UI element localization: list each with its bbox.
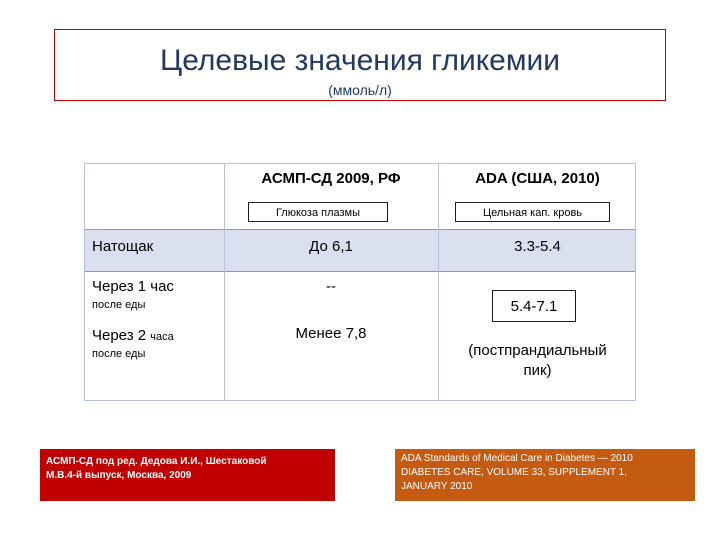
row-label-1h: Через 1 час (92, 278, 174, 295)
value-rf-2h: Менее 7,8 (295, 325, 367, 342)
title-box (54, 29, 666, 101)
reference-ada-line1: ADA Standards of Medical Care in Diabetes — 2010 (401, 453, 633, 464)
value-ada-postprandial: 5.4-7.1 (492, 290, 576, 322)
value-rf-fasting: До 6,1 (309, 238, 353, 255)
sample-type-capillary: Цельная кап. кровь (455, 202, 610, 222)
reference-rf-line2: М.В.4-й выпуск, Москва, 2009 (46, 470, 192, 481)
glycemia-table (84, 163, 636, 401)
reference-rf (40, 449, 335, 501)
value-ada-fasting: 3.3-5.4 (514, 238, 561, 255)
value-ada-note-line2: пик) (523, 362, 552, 379)
value-ada-note-line1: (постпрандиальный (468, 342, 607, 359)
row-sublabel-2h: после еды (92, 348, 146, 360)
reference-rf-line1: АСМП-СД под ред. Дедова И.И., Шестаковой (46, 456, 267, 467)
row-label-fasting: Натощак (92, 238, 154, 255)
reference-ada-line2: DIABETES CARE, VOLUME 33, SUPPLEMENT 1, (401, 467, 627, 478)
column-heading-rf: АСМП-СД 2009, РФ (261, 170, 401, 187)
row-label-2h: Через 2 (92, 327, 147, 344)
row-sublabel-1h: после еды (92, 299, 146, 311)
value-rf-1h: -- (326, 278, 336, 295)
row-label-2h-unit: часа (150, 331, 174, 343)
column-heading-ada: ADA (США, 2010) (475, 170, 600, 187)
reference-ada (395, 449, 695, 501)
sample-type-plasma: Глюкоза плазмы (248, 202, 388, 222)
page-subtitle: (ммоль/л) (328, 82, 392, 98)
reference-ada-line3: JANUARY 2010 (401, 481, 473, 492)
page-title: Целевые значения гликемии (160, 44, 560, 77)
